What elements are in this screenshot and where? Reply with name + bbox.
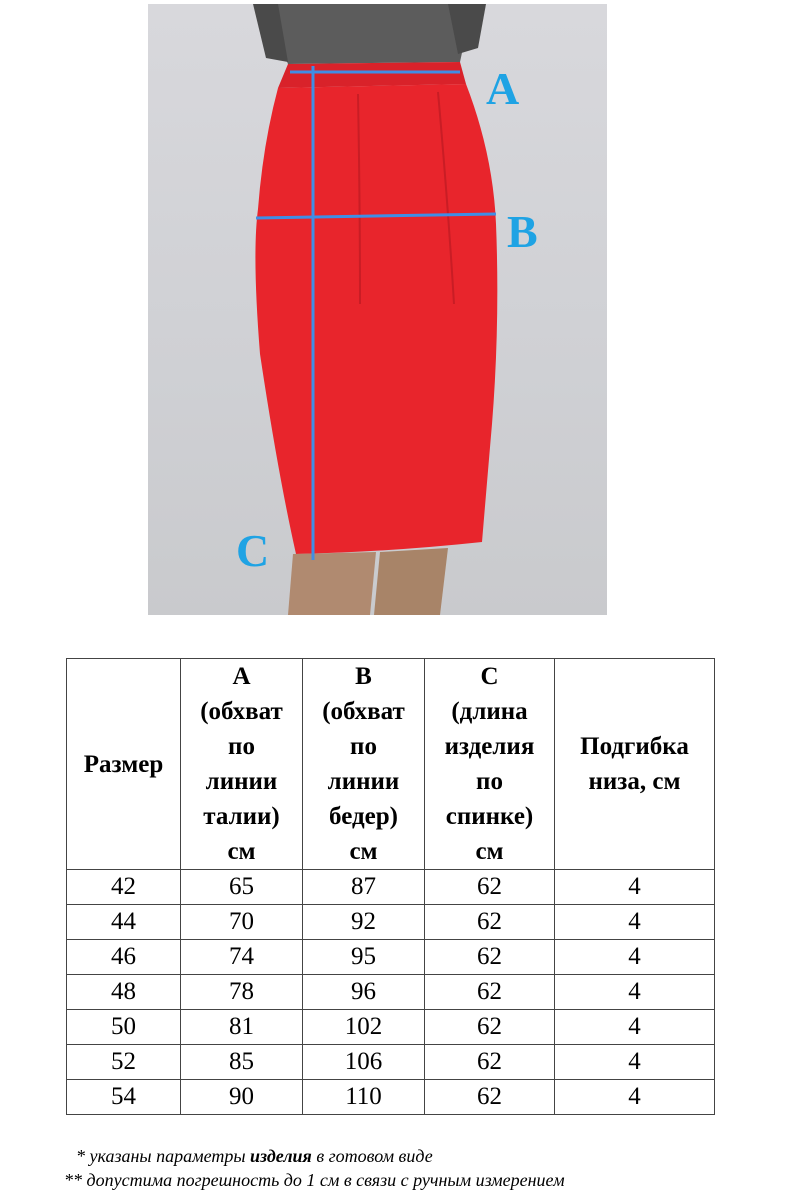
blouse-shape <box>268 4 466 64</box>
header-a <box>181 659 303 870</box>
cell-c: 62 <box>425 1010 555 1045</box>
table-row <box>67 975 715 1010</box>
cell-b: 96 <box>303 975 425 1010</box>
header-a-line: см <box>227 838 256 865</box>
cell-c: 62 <box>425 1045 555 1080</box>
table-row <box>67 1010 715 1045</box>
header-a-line: по <box>228 733 255 760</box>
cell-a: 81 <box>181 1010 303 1045</box>
header-c-line: спинке) <box>445 803 534 830</box>
size-table <box>66 658 715 1115</box>
footnote-1-suffix: в готовом виде <box>311 1146 433 1166</box>
cell-size: 54 <box>67 1080 181 1115</box>
cell-b: 106 <box>303 1045 425 1080</box>
header-b <box>303 659 425 870</box>
cell-size: 52 <box>67 1045 181 1080</box>
cell-hem: 4 <box>555 870 715 905</box>
cell-c: 62 <box>425 975 555 1010</box>
table-row <box>67 870 715 905</box>
cell-size: 50 <box>67 1010 181 1045</box>
footnote-1-bold: изделия <box>250 1146 312 1166</box>
skirt-illustration <box>148 4 607 615</box>
table-header-row <box>67 659 715 870</box>
cell-size: 42 <box>67 870 181 905</box>
header-a-line: талии) <box>203 803 280 830</box>
header-a-line: линии <box>205 768 278 795</box>
footnote-finished-product <box>76 1146 433 1167</box>
header-hem <box>555 659 715 870</box>
skirt-shape <box>255 84 497 554</box>
header-c-line: C <box>480 663 499 690</box>
table-row <box>67 905 715 940</box>
header-c <box>425 659 555 870</box>
marker-c-label: C <box>236 525 270 576</box>
header-b-line: см <box>349 838 378 865</box>
cell-size: 46 <box>67 940 181 975</box>
footnote-measurement-error: ** допустима погрешность до 1 см в связи с ручным измерением <box>64 1170 565 1190</box>
header-a-line: A <box>232 663 251 690</box>
cell-hem: 4 <box>555 975 715 1010</box>
cell-a: 85 <box>181 1045 303 1080</box>
marker-b-label: B <box>507 206 538 257</box>
header-b-line: по <box>350 733 377 760</box>
cell-b: 110 <box>303 1080 425 1115</box>
header-c-line: (длина <box>451 698 528 725</box>
cell-size: 44 <box>67 905 181 940</box>
header-c-line: см <box>475 838 504 865</box>
table-row <box>67 1080 715 1115</box>
header-b-line: B <box>355 663 372 690</box>
cell-hem: 4 <box>555 1045 715 1080</box>
cell-c: 62 <box>425 905 555 940</box>
cell-b: 102 <box>303 1010 425 1045</box>
header-c-line: по <box>476 768 503 795</box>
cell-size: 48 <box>67 975 181 1010</box>
header-c-line: изделия <box>444 733 535 760</box>
header-b-line: (обхват <box>322 698 405 725</box>
cell-hem: 4 <box>555 1080 715 1115</box>
marker-a-label: A <box>486 63 520 114</box>
cell-hem: 4 <box>555 940 715 975</box>
table-row <box>67 1045 715 1080</box>
header-size-text: Размер <box>83 750 164 778</box>
header-hem-line: низа, см <box>588 768 681 795</box>
leg-left-shape <box>288 552 376 615</box>
waistband-shape <box>278 62 466 88</box>
cell-a: 65 <box>181 870 303 905</box>
cell-b: 95 <box>303 940 425 975</box>
skirt-photo <box>148 4 607 615</box>
table-row <box>67 940 715 975</box>
leg-right-shape <box>374 548 448 615</box>
cell-c: 62 <box>425 940 555 975</box>
cell-hem: 4 <box>555 905 715 940</box>
header-b-line: бедер) <box>329 803 398 830</box>
header-a-line: (обхват <box>200 698 283 725</box>
cell-a: 78 <box>181 975 303 1010</box>
cell-c: 62 <box>425 1080 555 1115</box>
cell-c: 62 <box>425 870 555 905</box>
header-b-line: линии <box>327 768 400 795</box>
cell-hem: 4 <box>555 1010 715 1045</box>
header-size <box>67 659 181 870</box>
cell-b: 92 <box>303 905 425 940</box>
cell-a: 90 <box>181 1080 303 1115</box>
cell-b: 87 <box>303 870 425 905</box>
header-hem-line: Подгибка <box>580 733 689 760</box>
cell-a: 74 <box>181 940 303 975</box>
cell-a: 70 <box>181 905 303 940</box>
footnote-1-prefix: * указаны параметры <box>76 1146 251 1166</box>
